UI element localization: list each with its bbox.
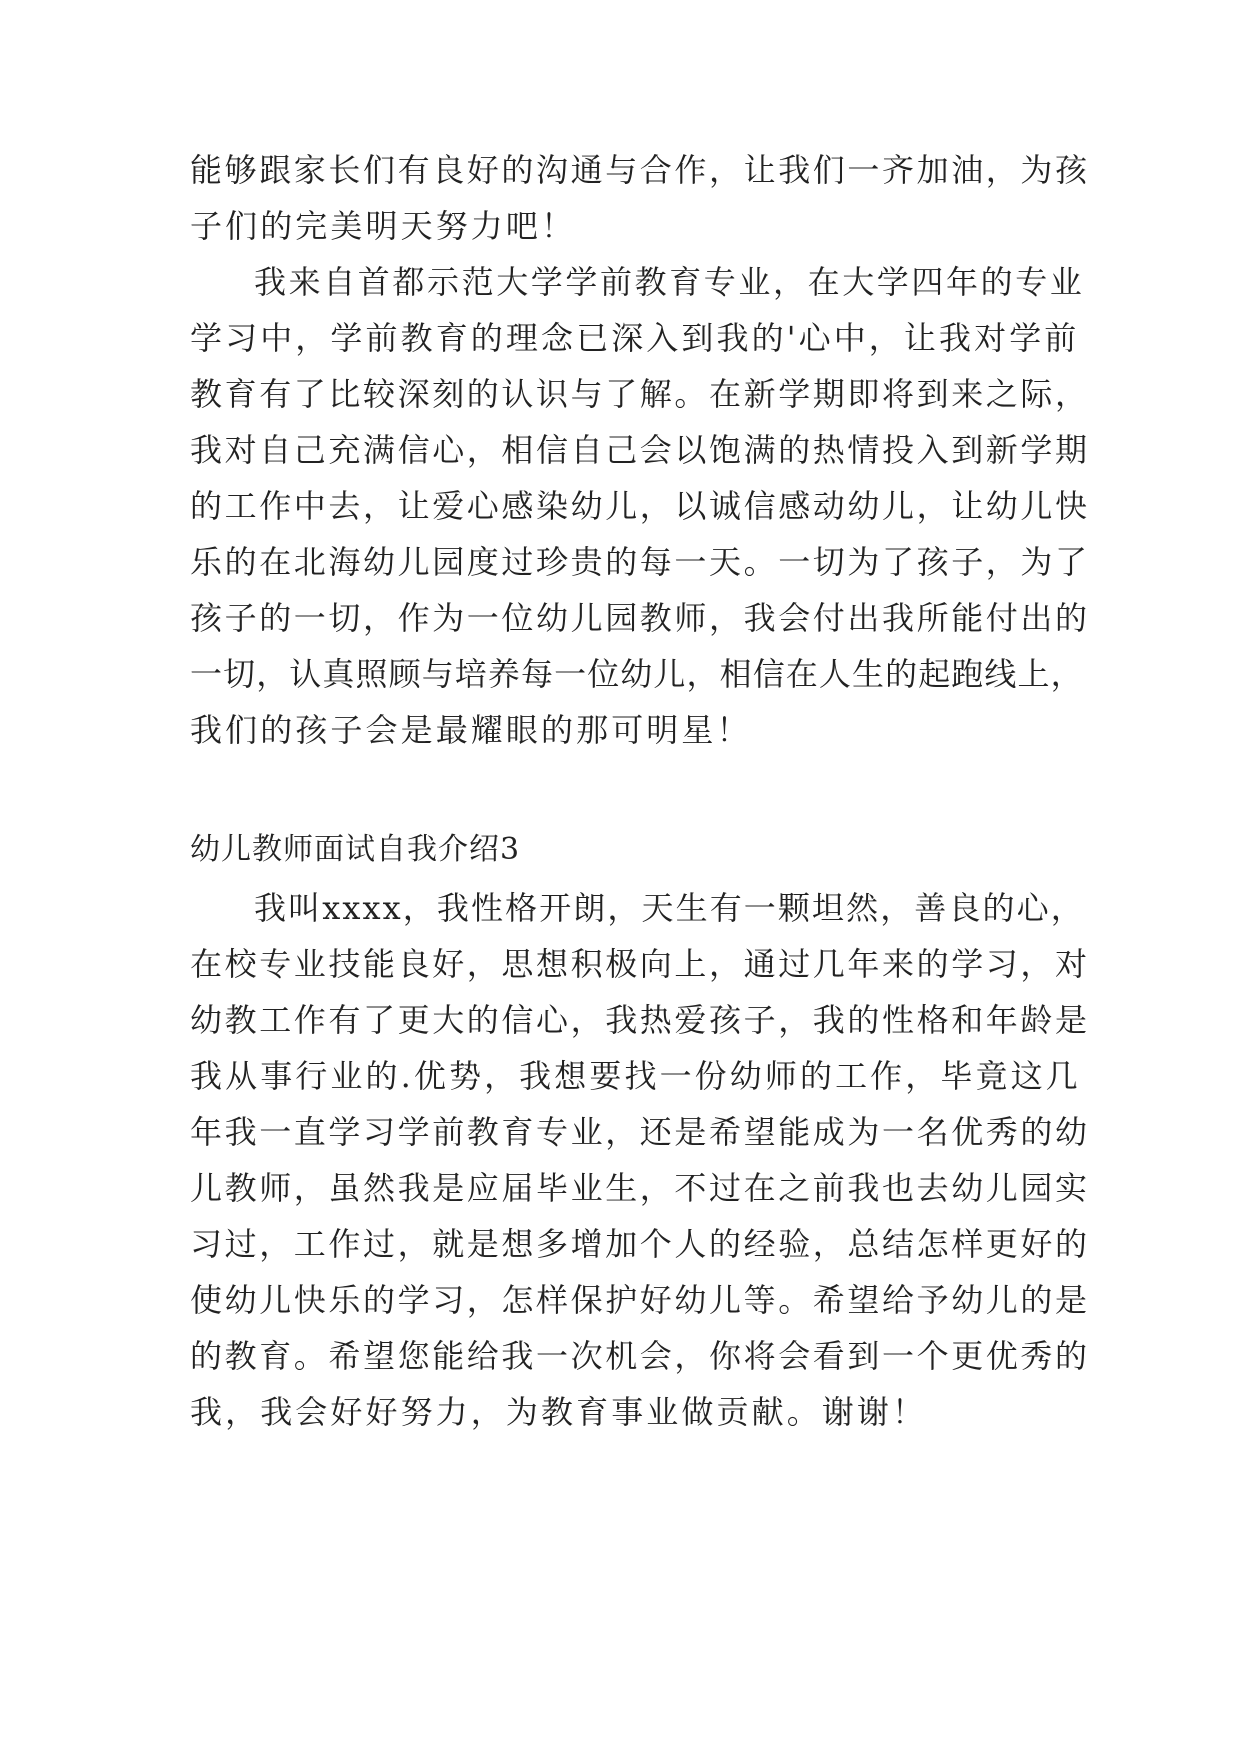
paragraph-3-line-1: 我叫xxxx，我性格开朗，天生有一颗坦然，善良的心，: [254, 889, 1085, 927]
paragraph-2-line-5: 的工作中去，让爱心感染幼儿，以诚信感动幼儿，让幼儿快: [190, 487, 1090, 525]
paragraph-3-line-4: 我从事行业的.优势，我想要找一份幼师的工作，毕竟这几: [190, 1057, 1081, 1095]
paragraph-3-line-2: 在校专业技能良好，思想积极向上，通过几年来的学习，对: [190, 945, 1090, 983]
paragraph-2-line-4: 我对自己充满信心，相信自己会以饱满的热情投入到新学期: [190, 431, 1090, 469]
paragraph-2-line-7: 孩子的一切，作为一位幼儿园教师，我会付出我所能付出的: [190, 599, 1090, 637]
paragraph-3-line-7: 习过，工作过，就是想多增加个人的经验，总结怎样更好的: [190, 1225, 1090, 1263]
paragraph-2-line-6: 乐的在北海幼儿园度过珍贵的每一天。一切为了孩子，为了: [190, 543, 1090, 581]
section-heading: 幼儿教师面试自我介绍3: [190, 832, 521, 867]
paragraph-3-line-9: 的教育。希望您能给我一次机会，你将会看到一个更优秀的: [190, 1337, 1090, 1375]
paragraph-3-line-5: 年我一直学习学前教育专业，还是希望能成为一名优秀的幼: [190, 1113, 1090, 1151]
paragraph-3-line-3: 幼教工作有了更大的信心，我热爱孩子，我的性格和年龄是: [190, 1001, 1090, 1039]
paragraph-3-line-10: 我，我会好好努力，为教育事业做贡献。谢谢！: [190, 1393, 928, 1431]
paragraph-2-line-9: 我们的孩子会是最耀眼的那可明星！: [190, 711, 752, 749]
paragraph-2-line-8: 一切，认真照顾与培养每一位幼儿，相信在人生的起跑线上，: [190, 655, 1084, 693]
paragraph-2-line-2: 学习中，学前教育的理念已深入到我的'心中，让我对学前: [190, 319, 1080, 357]
paragraph-1-line-2: 子们的完美明天努力吧！: [190, 207, 577, 245]
paragraph-2-line-3: 教育有了比较深刻的认识与了解。在新学期即将到来之际，: [190, 375, 1090, 413]
paragraph-3-line-6: 儿教师，虽然我是应届毕业生，不过在之前我也去幼儿园实: [190, 1169, 1090, 1207]
paragraph-3-line-8: 使幼儿快乐的学习，怎样保护好幼儿等。希望给予幼儿的是: [190, 1281, 1090, 1319]
paragraph-1-line-1: 能够跟家长们有良好的沟通与合作，让我们一齐加油，为孩: [190, 151, 1090, 189]
paragraph-2-line-1: 我来自首都示范大学学前教育专业，在大学四年的专业: [254, 263, 1085, 301]
